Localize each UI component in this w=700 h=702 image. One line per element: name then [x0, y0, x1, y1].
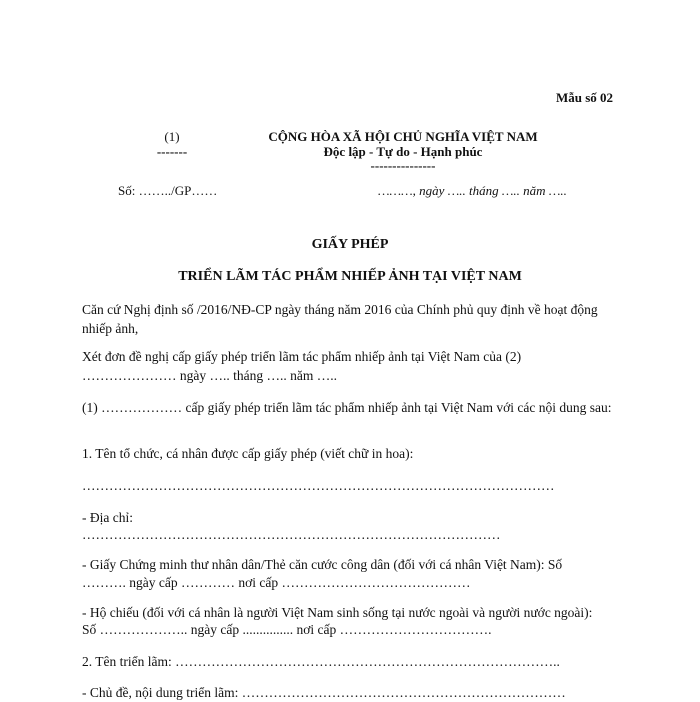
address-label: - Địa chỉ:: [82, 510, 133, 525]
form-number: Mẫu số 02: [556, 90, 614, 105]
national-title: CỘNG HÒA XÃ HỘI CHỦ NGHĨA VIỆT NAM: [268, 129, 538, 144]
item-3-theme-content: - Chủ đề, nội dung triển lãm: ………………………………………………………………: [82, 685, 566, 700]
passport-line-2: Số ……………….. ngày cấp ............... nơi cấp …………………………….: [82, 622, 492, 637]
issue-date-line: ………, ngày ….. tháng ….. năm …..: [378, 183, 567, 198]
national-motto: Độc lập - Tự do - Hạnh phúc: [323, 144, 483, 159]
grant-statement: (1) ……………… cấp giấy phép triển lãm tác phẩm nhiếp ảnh tại Việt Nam với các nội dung sau:: [82, 400, 612, 415]
item-2-exhibition-name: 2. Tên triển lãm: …………………………………………………………………………..: [82, 654, 560, 669]
document-title: GIẤY PHÉP: [311, 237, 389, 252]
id-card-line-1: - Giấy Chứng minh thư nhân dân/Thẻ căn cước công dân (đối với cá nhân Việt Nam): Số: [82, 557, 563, 572]
request-line-2: ………………… ngày ….. tháng ….. năm …..: [82, 368, 337, 383]
address-fill-line: …………………………………………………………………………………: [82, 527, 501, 542]
motto-underline: ---------------: [370, 158, 436, 173]
request-line-1: Xét đơn đề nghị cấp giấy phép triển lãm tác phẩm nhiếp ảnh tại Việt Nam của (2): [82, 349, 522, 364]
legal-basis: Căn cứ Nghị định số /2016/NĐ-CP ngày tháng năm 2016 của Chính phủ quy định về hoạt động nhiếp ảnh,: [82, 302, 598, 336]
id-card-line-2: ………. ngày cấp ………… nơi cấp ……………………………………: [82, 575, 471, 590]
passport-line-1: - Hộ chiếu (đối với cá nhân là người Việt Nam sinh sống tại nước ngoài và người nước ngoài):: [82, 605, 593, 620]
permit-number: Số: ……../GP……: [118, 183, 218, 198]
item-1-label: 1. Tên tổ chức, cá nhân được cấp giấy phép (viết chữ in hoa):: [82, 446, 414, 461]
item-1-fill-line: ……………………………………………………………………………………………: [82, 478, 555, 493]
authority-underline: -------: [156, 144, 188, 159]
issuing-authority-placeholder: (1): [164, 129, 180, 144]
document-subtitle: TRIỂN LÃM TÁC PHẨM NHIẾP ẢNH TẠI VIỆT NAM: [178, 269, 522, 284]
